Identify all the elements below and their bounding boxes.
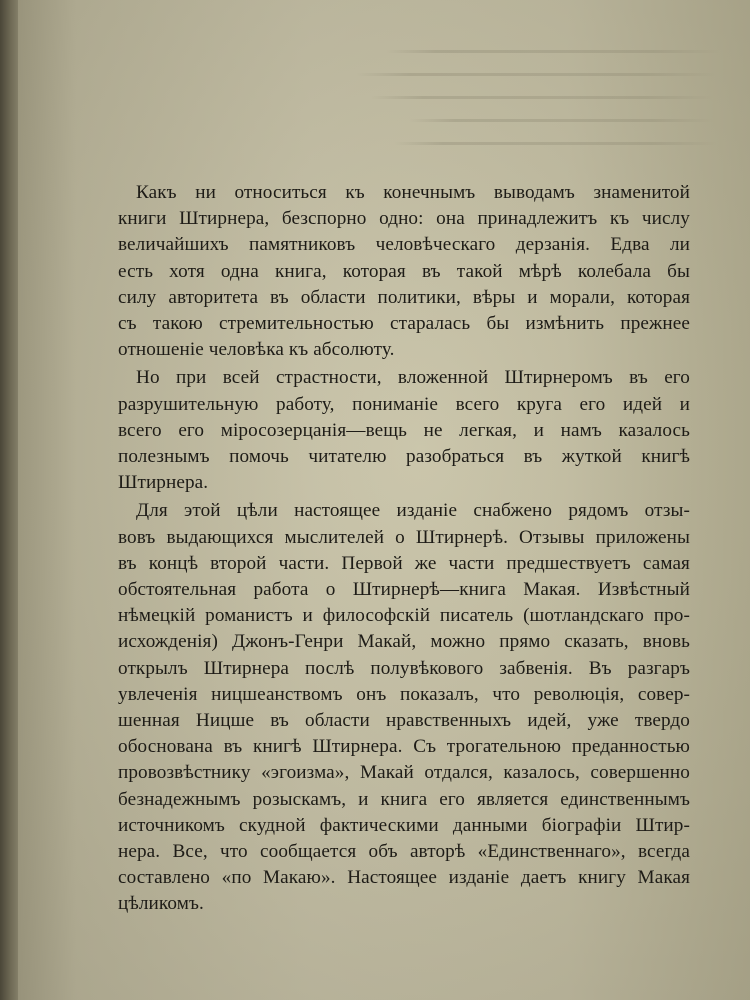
text-line: нѣмецкій романистъ и философскій писатель (шотландскаго про- [118,605,690,627]
paragraph [118,498,690,917]
text-line: обстоятельная работа о Штирнерѣ—книга Макая. Извѣстный [118,579,690,601]
text-line: въ концѣ второй части. Первой же части предшествуетъ самая [118,552,690,574]
text-line: обоснована въ книгѣ Штирнера. Съ трогательною преданностью [118,736,690,758]
text-line: исхожденія) Джонъ-Генри Макай, можно прямо сказать, вновь [118,631,690,653]
paragraph [118,180,690,363]
text-line: книги Штирнера, безспорно одно: она принадлежитъ къ числу [118,208,690,230]
text-line: провозвѣстнику «эгоизма», Макай отдался, казалось, совершенно [118,762,690,784]
text-line: источникомъ скудной фактическими данными біографіи Штир- [118,814,690,836]
text-line: безнадежнымъ розыскамъ, и книга его является единственнымъ [118,788,690,810]
text-line: Штирнера. [118,472,209,494]
text-line: шенная Ницше въ области нравственныхъ идей, уже твердо [118,710,690,732]
book-page [18,0,750,1000]
text-line: полезнымъ помочь читателю разобраться въ жуткой книгѣ [118,446,690,468]
preface-text [118,180,690,920]
text-line: открылъ Штирнера послѣ полувѣкового забвенія. Въ разгаръ [118,657,690,679]
text-line: силу авторитета въ области политики, вѣры и морали, которая [118,286,690,308]
text-line: увлеченія ницшеанствомъ онъ показалъ, что революція, совер- [118,683,690,705]
text-line: Какъ ни относиться къ конечнымъ выводамъ знаменитой [136,182,690,203]
text-line: есть хотя одна книга, которая въ такой мѣрѣ колебала бы [118,260,690,282]
text-line: разрушительную работу, пониманіе всего круга его идей и [118,393,690,415]
text-line: цѣликомъ. [118,893,204,915]
paragraph [118,365,690,496]
text-line: вовъ выдающихся мыслителей о Штирнерѣ. Отзывы приложены [118,526,690,548]
text-line: Для этой цѣли настоящее изданіе снабжено рядомъ отзы- [136,500,690,522]
text-line: нера. Все, что сообщается объ авторѣ «Единственнаго», всегда [118,841,690,863]
text-line: всего его міросозерцанія—вещь не легкая, и намъ казалось [118,419,690,441]
text-line: отношеніе человѣка къ абсолюту. [118,339,395,361]
text-line: составлено «по Макаю». Настоящее изданіе даетъ книгу Макая [118,867,690,889]
text-line: величайшихъ памятниковъ человѣческаго дерзанія. Едва ли [118,234,690,256]
text-line: съ такою стремительностью старалась бы измѣнить прежнее [118,313,690,335]
text-line: Но при всей страстности, вложенной Штирнеромъ въ его [136,367,690,389]
bleed-through-text [348,50,728,170]
